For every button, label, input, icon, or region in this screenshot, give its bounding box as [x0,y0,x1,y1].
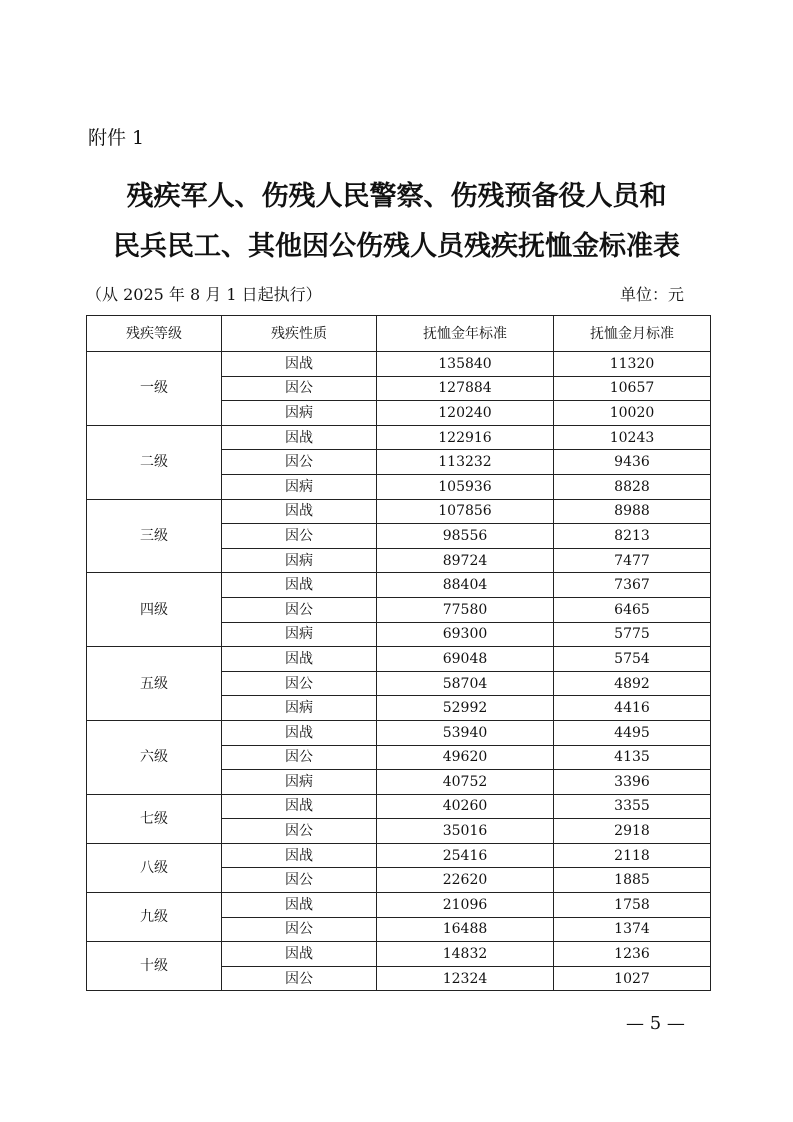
annual-amount-cell: 52992 [377,696,554,721]
monthly-amount-cell: 10020 [554,401,711,426]
monthly-amount-cell: 1027 [554,966,711,991]
monthly-amount-cell: 9436 [554,450,711,475]
table-row [87,942,711,967]
monthly-amount-cell: 4892 [554,671,711,696]
nature-cell: 因公 [222,819,377,844]
annual-amount-cell: 40260 [377,794,554,819]
monthly-amount-cell: 8213 [554,524,711,549]
nature-cell: 因公 [222,868,377,893]
nature-cell: 因公 [222,745,377,770]
annual-amount-cell: 122916 [377,425,554,450]
monthly-amount-cell: 11320 [554,352,711,377]
monthly-amount-cell: 2118 [554,843,711,868]
title-line-1: 残疾军人、伤残人民警察、伤残预备役人员和 [126,181,667,212]
grade-cell: 十级 [87,942,222,991]
header-monthly-standard: 抚恤金月标准 [554,316,711,352]
table-body [87,352,711,991]
monthly-amount-cell: 2918 [554,819,711,844]
nature-cell: 因战 [222,573,377,598]
grade-cell: 四级 [87,573,222,647]
table-row [87,425,711,450]
annual-amount-cell: 58704 [377,671,554,696]
effective-date-note: （从 2025 年 8 月 1 日起执行） [86,285,322,304]
table-row [87,647,711,672]
monthly-amount-cell: 3355 [554,794,711,819]
nature-cell: 因公 [222,966,377,991]
annual-amount-cell: 12324 [377,966,554,991]
nature-cell: 因战 [222,352,377,377]
nature-cell: 因公 [222,597,377,622]
monthly-amount-cell: 1885 [554,868,711,893]
annual-amount-cell: 113232 [377,450,554,475]
nature-cell: 因病 [222,696,377,721]
header-annual-standard: 抚恤金年标准 [377,316,554,352]
nature-cell: 因战 [222,893,377,918]
monthly-amount-cell: 3396 [554,770,711,795]
nature-cell: 因公 [222,524,377,549]
nature-cell: 因战 [222,942,377,967]
annual-amount-cell: 25416 [377,843,554,868]
nature-cell: 因病 [222,401,377,426]
monthly-amount-cell: 6465 [554,597,711,622]
nature-cell: 因病 [222,548,377,573]
annual-amount-cell: 35016 [377,819,554,844]
table-row [87,573,711,598]
annual-amount-cell: 127884 [377,376,554,401]
annual-amount-cell: 14832 [377,942,554,967]
monthly-amount-cell: 8828 [554,474,711,499]
page-number: — 5 — [626,1013,685,1034]
nature-cell: 因病 [222,622,377,647]
grade-cell: 六级 [87,720,222,794]
attachment-label: 附件 1 [88,127,145,149]
nature-cell: 因公 [222,376,377,401]
grade-cell: 一级 [87,352,222,426]
monthly-amount-cell: 7367 [554,573,711,598]
annual-amount-cell: 120240 [377,401,554,426]
header-disability-nature: 残疾性质 [222,316,377,352]
pension-standard-table [86,315,711,991]
table-row [87,352,711,377]
nature-cell: 因公 [222,671,377,696]
table-row [87,893,711,918]
nature-cell: 因战 [222,794,377,819]
nature-cell: 因病 [222,770,377,795]
table-caption-row [86,282,710,305]
monthly-amount-cell: 4416 [554,696,711,721]
document-title [0,172,793,272]
nature-cell: 因战 [222,843,377,868]
annual-amount-cell: 89724 [377,548,554,573]
grade-cell: 九级 [87,893,222,942]
monthly-amount-cell: 8988 [554,499,711,524]
table-row [87,720,711,745]
annual-amount-cell: 49620 [377,745,554,770]
monthly-amount-cell: 1758 [554,893,711,918]
annual-amount-cell: 53940 [377,720,554,745]
title-line-2: 民兵民工、其他因公伤残人员残疾抚恤金标准表 [113,231,680,262]
annual-amount-cell: 98556 [377,524,554,549]
monthly-amount-cell: 7477 [554,548,711,573]
monthly-amount-cell: 5775 [554,622,711,647]
nature-cell: 因战 [222,499,377,524]
header-disability-grade: 残疾等级 [87,316,222,352]
grade-cell: 七级 [87,794,222,843]
monthly-amount-cell: 10243 [554,425,711,450]
annual-amount-cell: 22620 [377,868,554,893]
grade-cell: 八级 [87,843,222,892]
grade-cell: 二级 [87,425,222,499]
grade-cell: 三级 [87,499,222,573]
nature-cell: 因病 [222,474,377,499]
annual-amount-cell: 88404 [377,573,554,598]
monthly-amount-cell: 1374 [554,917,711,942]
monthly-amount-cell: 4495 [554,720,711,745]
annual-amount-cell: 69048 [377,647,554,672]
nature-cell: 因公 [222,450,377,475]
table-row [87,794,711,819]
grade-cell: 五级 [87,647,222,721]
annual-amount-cell: 40752 [377,770,554,795]
annual-amount-cell: 16488 [377,917,554,942]
monthly-amount-cell: 5754 [554,647,711,672]
annual-amount-cell: 135840 [377,352,554,377]
annual-amount-cell: 107856 [377,499,554,524]
nature-cell: 因战 [222,720,377,745]
monthly-amount-cell: 10657 [554,376,711,401]
annual-amount-cell: 69300 [377,622,554,647]
annual-amount-cell: 105936 [377,474,554,499]
annual-amount-cell: 77580 [377,597,554,622]
table-row [87,843,711,868]
nature-cell: 因战 [222,647,377,672]
nature-cell: 因公 [222,917,377,942]
nature-cell: 因战 [222,425,377,450]
monthly-amount-cell: 1236 [554,942,711,967]
monthly-amount-cell: 4135 [554,745,711,770]
annual-amount-cell: 21096 [377,893,554,918]
unit-label: 单位：元 [619,285,684,304]
table-header-row [87,316,711,352]
table-row [87,499,711,524]
